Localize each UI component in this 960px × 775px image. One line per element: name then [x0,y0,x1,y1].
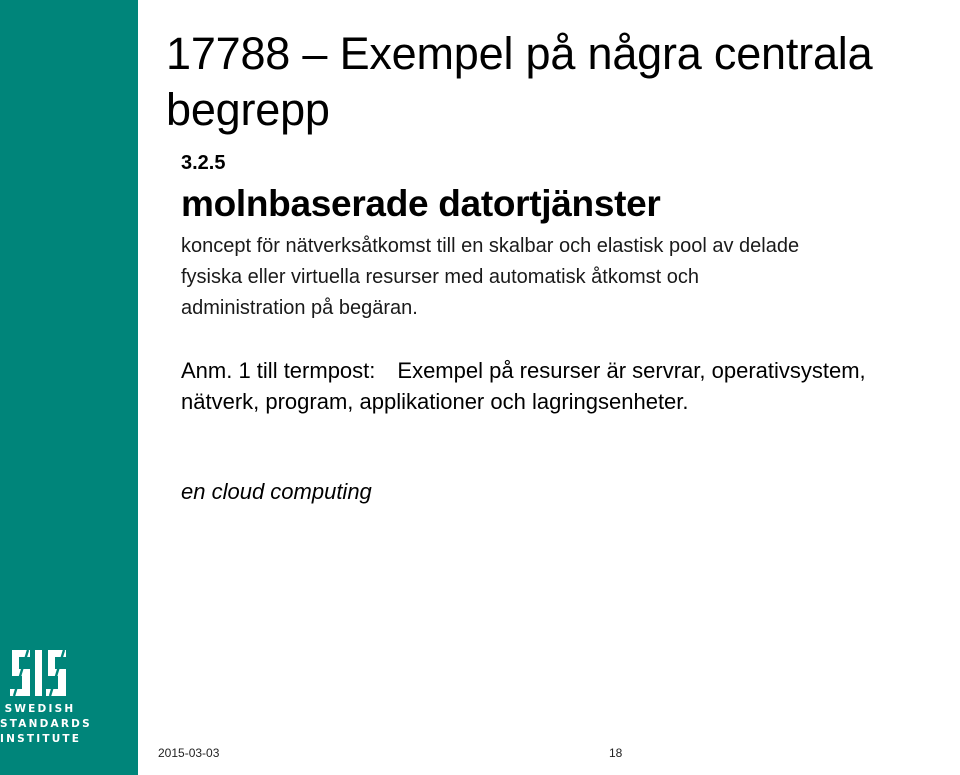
term-definition: koncept för nätverksåtkomst till en skalbar och elastisk pool av delade fysiska eller virtuella resurser med automatisk åtkomst och administration på begäran. [181,235,800,319]
logo-line-standards: STANDARDS [0,718,92,730]
sidebar-band [0,0,138,775]
english-equivalent: en cloud computing [181,479,372,504]
footer-date: 2015-03-03 [158,746,220,760]
logo-line-swedish: SWEDISH [4,703,76,715]
term-heading: molnbaserade datortjänster [181,183,661,224]
term-number: 3.2.5 [181,152,226,174]
note-label: Anm. 1 till termpost: [181,358,376,383]
note-text: Exempel på resurser är servrar, operativsystem, nätverk, program, applikationer och lagringsenheter. [181,358,866,414]
term-note [181,355,881,417]
page-number: 18 [609,746,623,760]
sis-logo-mark-icon [10,650,68,696]
logo-line-institute: INSTITUTE [0,733,82,745]
slide-title: 17788 – Exempel på några centrala begrepp [166,28,873,135]
